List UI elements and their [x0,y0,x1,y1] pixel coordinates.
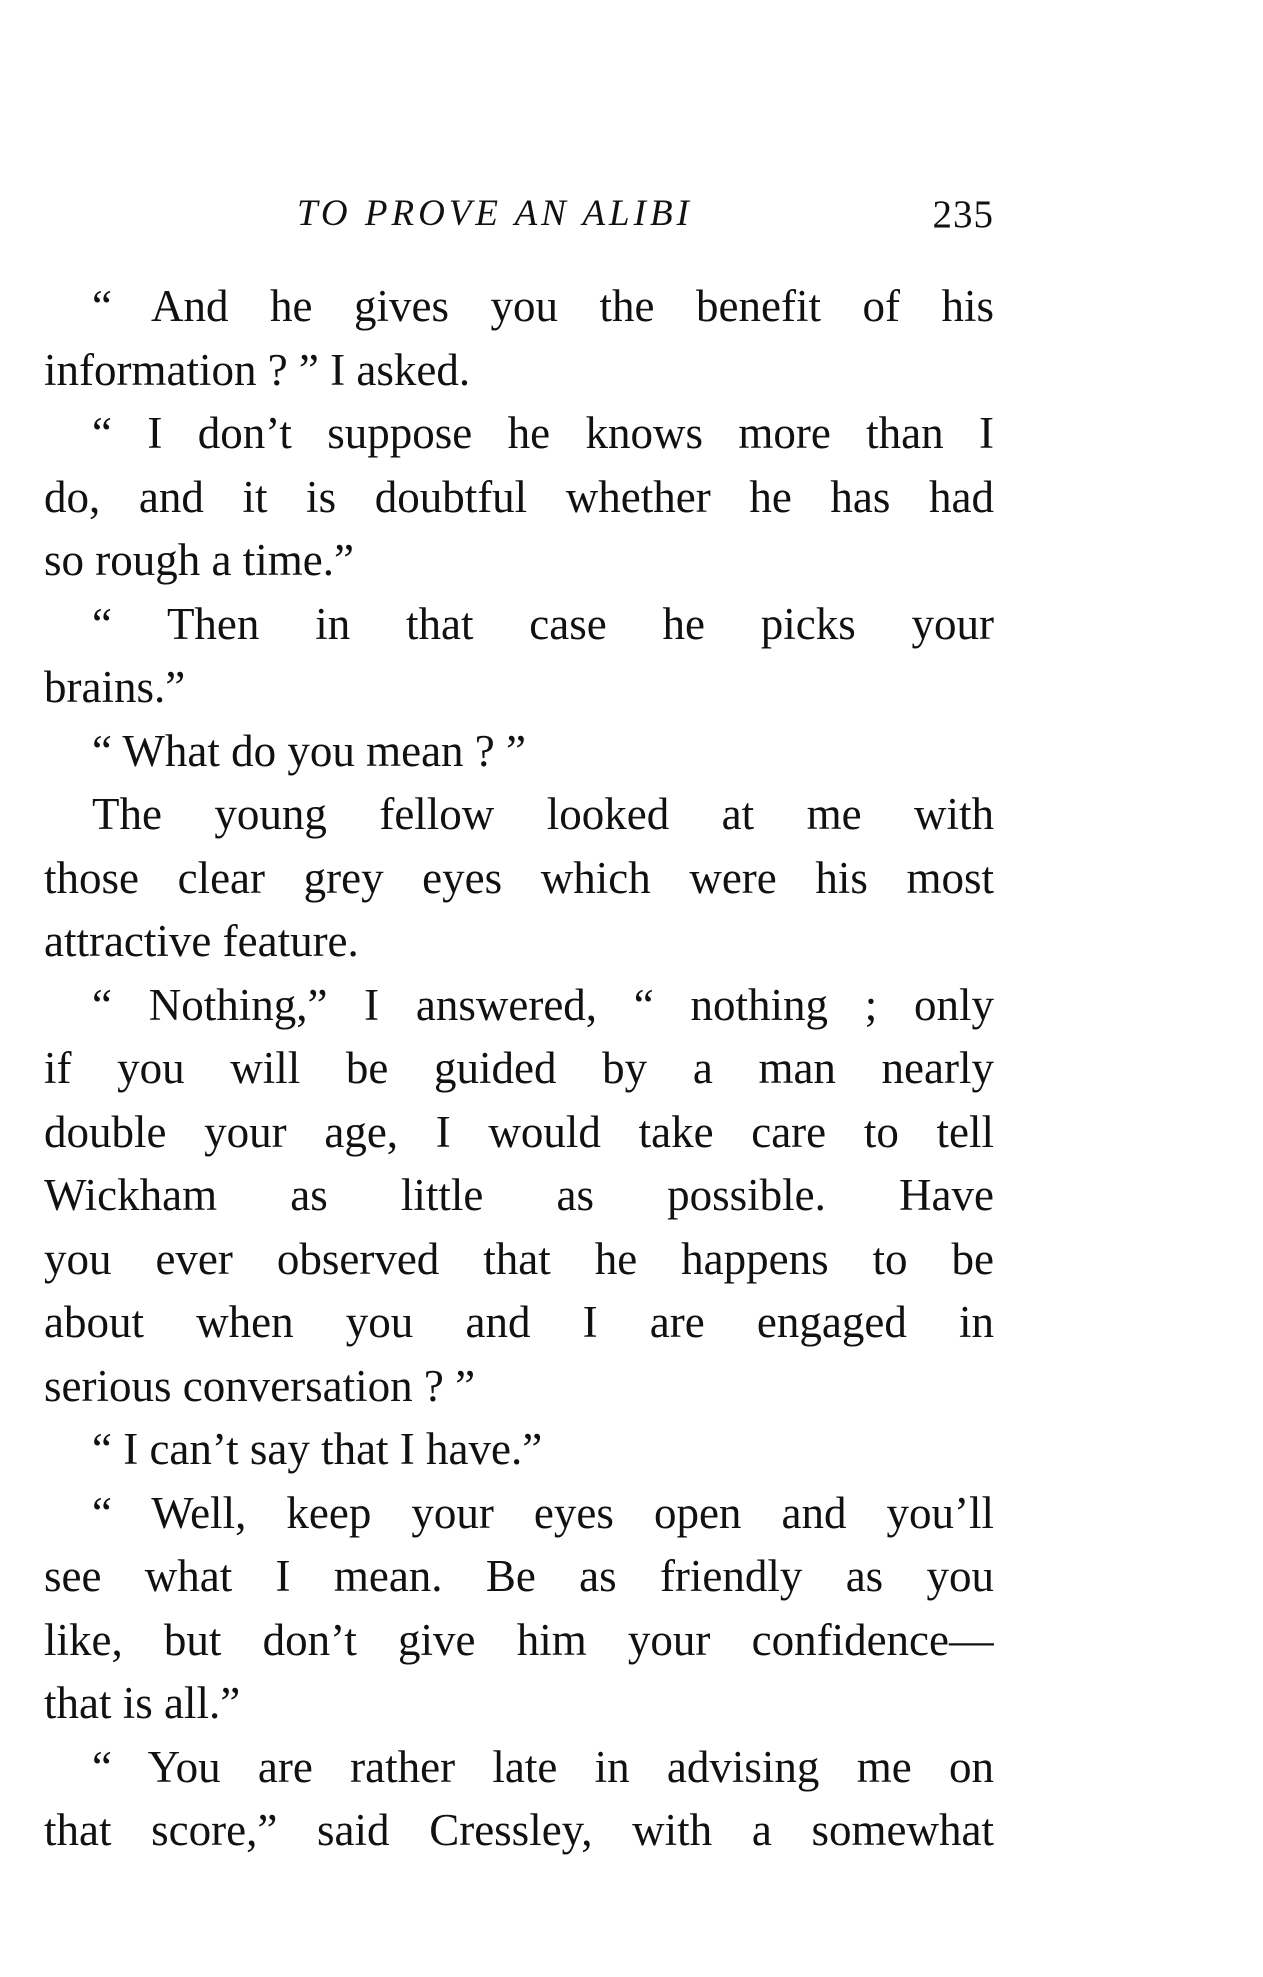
text-line: see what I mean. Be as friendly as you [44,1551,994,1601]
text-line: brains.” [44,662,186,712]
text-line: that score,” said Cressley, with a somewhat [44,1805,994,1855]
text-line: so rough a time.” [44,535,354,585]
text-line: “ Well, keep your eyes open and you’ll [92,1487,994,1538]
text-line: you ever observed that he happens to be [44,1233,994,1284]
page-header [44,192,994,252]
text-line: information ? ” I asked. [44,344,471,395]
text-line: Wickham as little as possible. Have [44,1170,994,1220]
text-line: serious conversation ? ” [44,1360,476,1411]
text-line: like, but don’t give him your confidence— [44,1614,994,1665]
text-line: if you will be guided by a man nearly [44,1043,994,1093]
text-line: those clear grey eyes which were his most [44,852,994,903]
text-line: that is all.” [44,1678,241,1728]
text-line: The young fellow looked at me with [92,789,994,839]
text-line: “ What do you mean ? ” [92,725,527,776]
body-text [44,275,994,1863]
text-line: “ I don’t suppose he knows more than I [92,408,994,458]
text-line: do, and it is doubtful whether he has had [44,471,994,522]
text-line: “ Then in that case he picks your [92,598,994,649]
text-line: “ And he gives you the benefit of his [92,281,994,331]
text-line: about when you and I are engaged in [44,1297,994,1347]
text-line: double your age, I would take care to tell [44,1106,994,1157]
text-line: “ You are rather late in advising me on [92,1741,994,1792]
running-title: TO PROVE AN ALIBI [297,193,693,234]
text-line: “ Nothing,” I answered, “ nothing ; only [92,979,994,1030]
page-number: 235 [932,193,994,236]
text-line: attractive feature. [44,916,359,966]
text-line: “ I can’t say that I have.” [92,1424,543,1474]
